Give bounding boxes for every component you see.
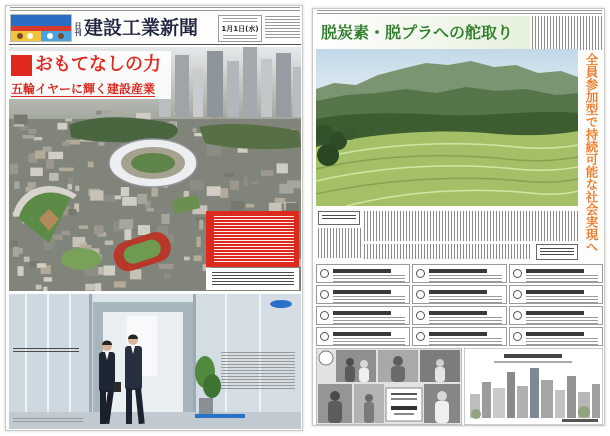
company-name [429, 290, 487, 294]
city-building [29, 129, 37, 134]
issue-year-text [223, 18, 257, 23]
thumbnail-person [58, 33, 64, 39]
city-building [98, 142, 104, 146]
city-building [277, 163, 288, 173]
glass-wall [9, 294, 93, 414]
feature-credit-text [212, 272, 294, 286]
advert-cell [412, 327, 506, 346]
city-building [105, 241, 114, 245]
city-building [225, 173, 235, 177]
city-building [68, 178, 73, 185]
company-logo [416, 290, 425, 299]
company-name [526, 269, 584, 273]
office-advert [9, 294, 301, 429]
city-building [119, 219, 133, 229]
skyscraper [276, 53, 291, 117]
city-building [79, 225, 88, 228]
suit-jacket [125, 346, 142, 390]
city-building [161, 214, 169, 224]
building [493, 388, 505, 418]
caption-box [386, 388, 422, 421]
vertical-headline: 全員参加型で持続可能な社会実現へ [584, 53, 599, 253]
issue-number-text [223, 35, 257, 40]
company-logo [513, 332, 522, 341]
person-body [359, 368, 369, 382]
advert-text [429, 275, 501, 282]
building [507, 372, 515, 418]
building [541, 380, 553, 418]
glass-panels-left [9, 294, 93, 414]
city-building [22, 135, 34, 139]
company-name [526, 290, 584, 294]
masthead [74, 15, 216, 42]
skyscraper [293, 67, 301, 117]
person-head [393, 356, 403, 366]
skyscraper [193, 69, 203, 117]
advert-text [526, 275, 598, 282]
city-building [103, 195, 116, 202]
company-name [429, 311, 487, 315]
left-newspaper-page [5, 5, 303, 431]
advert-heading-text [504, 354, 562, 358]
lead-article-text [532, 16, 602, 50]
masthead-edition: 日刊 [74, 21, 82, 36]
section-banner [315, 16, 530, 49]
person-body [345, 366, 355, 382]
advert-text [429, 296, 501, 303]
city-building [18, 266, 24, 276]
city-building [122, 197, 137, 206]
city-building [113, 112, 119, 116]
mullion [47, 294, 49, 414]
tree [317, 144, 339, 166]
top-info-strip [10, 7, 300, 12]
city-building [103, 266, 115, 276]
thumbnail-person [27, 33, 33, 39]
advert-cell [316, 264, 410, 283]
feature-title-banner [9, 51, 171, 99]
city-building [207, 186, 221, 196]
thumbnail-person [47, 33, 53, 39]
advert-cell [509, 306, 603, 325]
city-building [14, 115, 28, 125]
leg [126, 388, 132, 424]
city-building [94, 225, 104, 234]
rice-terraces [316, 131, 578, 206]
advert-cell [412, 285, 506, 304]
skyscraper [261, 59, 272, 117]
rice-terrace-photo [316, 49, 578, 206]
company-name [333, 269, 391, 273]
advert-cell [316, 327, 410, 346]
tree [343, 126, 357, 140]
city-building [261, 170, 274, 176]
city-building [115, 196, 121, 200]
advert-text [333, 275, 405, 282]
company-name [333, 332, 391, 336]
article-block [316, 208, 578, 262]
city-building [68, 209, 76, 215]
building [567, 376, 576, 418]
feature-credit-panel [206, 268, 299, 290]
feature-index-text [214, 216, 294, 262]
feature-label-badge [11, 55, 32, 76]
advert-body-text [494, 361, 572, 363]
thumbnail-sky [11, 15, 71, 26]
company-logo [320, 311, 329, 320]
sports-field [61, 248, 101, 270]
caption-text [394, 413, 414, 415]
city-building [48, 152, 63, 159]
advert-cell [509, 264, 603, 283]
city-building [159, 264, 174, 269]
article-body-text [318, 228, 362, 258]
city-building [246, 204, 255, 208]
city-building [220, 188, 228, 198]
advert-text [333, 338, 405, 345]
city-building [138, 225, 150, 235]
city-building [28, 182, 36, 188]
city-building [190, 180, 204, 190]
advert-brand-text [195, 414, 245, 418]
company-logo [513, 311, 522, 320]
city-building [49, 173, 59, 181]
city-building [251, 181, 258, 184]
section-headline: 脱炭素・脱プラへの舵取り [321, 23, 514, 42]
city-building [59, 168, 74, 172]
advert-cell [316, 285, 410, 304]
building [530, 368, 539, 418]
skyscraper [175, 55, 189, 117]
city-building [10, 164, 19, 175]
person-head [437, 391, 447, 401]
thumbnail-yellow-block [11, 31, 41, 41]
feature-subheadline: 五輪イヤーに輝く建設産業 [11, 82, 156, 96]
building [592, 384, 600, 418]
mullion [69, 294, 71, 414]
person-head [436, 359, 444, 367]
city-skyline-advert [464, 348, 603, 425]
thumbnail-person [17, 33, 23, 39]
top-info-strip [317, 10, 602, 15]
city-building [13, 247, 19, 257]
city-building [275, 198, 286, 204]
city-building [207, 145, 221, 156]
city-building [231, 201, 245, 210]
city-building [37, 263, 46, 268]
issue-date: 1月1日(水) [221, 25, 259, 33]
city-building [138, 194, 147, 204]
company-name [429, 332, 487, 336]
person-body [364, 402, 374, 423]
city-building [43, 287, 47, 291]
city-building [196, 237, 200, 247]
city-building [75, 186, 79, 191]
city-building [95, 283, 101, 291]
advert-text [429, 338, 501, 345]
skyscraper [243, 47, 257, 117]
person-head [365, 394, 373, 402]
mullion [25, 294, 27, 414]
city-building [65, 118, 72, 121]
thumbnail-red-band [11, 26, 71, 31]
city-building [90, 190, 103, 200]
caption-text [391, 393, 417, 395]
person-body [435, 367, 445, 382]
company-name [526, 311, 584, 315]
advert-cell [316, 306, 410, 325]
city-building [164, 273, 171, 278]
advert-text [526, 338, 598, 345]
city-building [30, 168, 43, 177]
city-building [14, 181, 19, 188]
company-logo [320, 332, 329, 341]
feature-headline: おもてなしの力 [35, 54, 161, 75]
city-building [35, 150, 46, 158]
mullion [193, 294, 196, 414]
issue-date-box [218, 15, 262, 42]
caption-text [391, 398, 417, 400]
person-head [346, 358, 354, 366]
advert-tagline-text [13, 348, 79, 354]
advert-text [333, 296, 405, 303]
company-logo [320, 269, 329, 278]
caption-text [391, 406, 417, 410]
company-logo [320, 290, 329, 299]
person-body [435, 401, 449, 423]
city-building [124, 229, 131, 240]
skyscraper [207, 51, 223, 117]
person-body [391, 366, 405, 382]
company-name [429, 269, 487, 273]
advert-text [526, 317, 598, 324]
city-building [194, 255, 202, 261]
thumbnail-blue-block [41, 31, 71, 41]
company-name [333, 311, 391, 315]
city-building [46, 159, 54, 169]
advert-body-text [221, 352, 295, 390]
city-building [62, 141, 69, 146]
emblem-icon [319, 351, 333, 365]
article-title-text [322, 215, 356, 221]
feature-index-panel [206, 211, 299, 267]
city-building [121, 187, 129, 196]
city-building [184, 257, 190, 261]
company-logo [513, 269, 522, 278]
company-logo [513, 290, 522, 299]
building [482, 382, 491, 418]
tree [471, 409, 481, 419]
city-building [230, 181, 239, 191]
building [555, 390, 565, 418]
photo-collage-advert [316, 348, 462, 425]
city-building [96, 111, 101, 115]
building [517, 386, 528, 418]
plant-leaves [203, 374, 221, 398]
masthead-advert-thumbnail [10, 14, 72, 42]
masthead-info-text [265, 16, 300, 40]
sponsor-advert-grid [316, 264, 603, 346]
mullion [89, 294, 92, 414]
city-building [243, 177, 247, 187]
masthead-title: 建設工業新聞 [84, 17, 199, 39]
city-building [146, 208, 154, 211]
advert-cell [412, 306, 506, 325]
advert-cell [412, 264, 506, 283]
company-logo [416, 332, 425, 341]
skyscraper [227, 61, 239, 117]
company-logo [416, 269, 425, 278]
article-body-text [364, 244, 532, 259]
company-logo [270, 300, 292, 308]
city-building [36, 285, 42, 290]
city-building [19, 248, 23, 254]
city-building [193, 128, 197, 132]
person-body [328, 401, 342, 423]
advert-text [333, 317, 405, 324]
advert-text [526, 296, 598, 303]
organizer-box [536, 244, 578, 260]
tree [578, 406, 590, 418]
city-building [24, 257, 30, 262]
article-body-text [364, 211, 578, 241]
article-title-box [318, 211, 360, 225]
city-building [61, 231, 70, 235]
city-building [88, 162, 94, 168]
city-building [34, 137, 42, 140]
person-head [360, 360, 368, 368]
advert-footnote-text [13, 418, 83, 424]
advert-text [429, 317, 501, 324]
city-building [44, 277, 52, 282]
organizer-text [540, 248, 574, 256]
company-logo [416, 311, 425, 320]
advert-cell [509, 327, 603, 346]
briefcase [113, 382, 121, 392]
city-building [287, 180, 301, 188]
advert-cell [509, 285, 603, 304]
person-head [330, 391, 340, 401]
collage-photo [336, 350, 376, 382]
city-building [199, 220, 203, 230]
stadium-field [131, 153, 175, 173]
right-newspaper-page [312, 8, 605, 426]
city-building [57, 123, 67, 130]
city-building [114, 281, 126, 287]
masthead-rule [9, 44, 301, 45]
advert-footer-text [562, 419, 598, 422]
company-name [333, 290, 391, 294]
company-name [526, 332, 584, 336]
